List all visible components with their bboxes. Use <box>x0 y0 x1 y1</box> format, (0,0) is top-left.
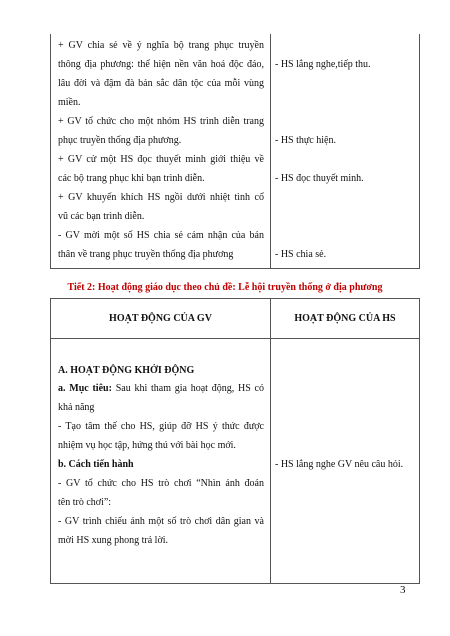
gv-line-3: lâu đời và đậm đà bản sắc dân tộc của mỗi vùng <box>58 78 264 89</box>
procedure-label: b. Cách tiến hành <box>58 459 134 470</box>
hs-line-listen: - HS lắng nghe GV nêu câu hỏi. <box>275 459 404 470</box>
gv-line-5: + GV tổ chức cho một nhóm HS trình diễn trang <box>58 116 264 127</box>
header-student-activity: HOẠT ĐỘNG CỦA HS <box>294 313 396 324</box>
teacher-activity-column <box>51 339 271 583</box>
warmup-heading: A. HOẠT ĐỘNG KHỞI ĐỘNG <box>58 365 195 376</box>
gv-line-7: + GV cử một HS đọc thuyết minh giới thiệu về <box>58 154 264 165</box>
gv-line-4: miền. <box>58 97 81 108</box>
page-number: 3 <box>400 584 406 596</box>
objective-line <box>58 383 264 395</box>
objective-label: a. Mục tiêu: <box>58 383 112 394</box>
gv-line-2: thông địa phương: thể hiện nền văn hoá độc đáo, <box>58 59 264 70</box>
activity-table-header <box>50 298 420 339</box>
teacher-activity-column <box>51 34 271 268</box>
gv-line-8: các bộ trang phục khi bạn trình diễn. <box>58 173 205 184</box>
gv-line-11: - GV mời một số HS chia sẻ cảm nhận của bản <box>58 230 264 241</box>
objective-text: Sau khi tham gia hoạt động, HS có <box>111 383 264 394</box>
gv-line-12: thân về trang phục truyền thống địa phương <box>58 249 234 260</box>
gv-line-kha-nang: khả năng <box>58 402 95 413</box>
gv-line-trinh-1: - GV trình chiếu ảnh một số trò chơi dân gian và <box>58 516 264 527</box>
hs-line-4: - HS chia sẻ. <box>275 249 327 260</box>
gv-line-to-chuc-2: tên trò chơi”: <box>58 497 112 508</box>
student-activity-column <box>271 34 419 268</box>
gv-line-9: + GV khuyến khích HS ngồi dưới nhiệt tình cổ <box>58 192 264 203</box>
hs-line-1: - HS lắng nghe,tiếp thu. <box>275 59 371 70</box>
gv-line-tao-2: nhiệm vụ học tập, hứng thú với bài học mới. <box>58 440 236 451</box>
activity-table-continued <box>50 34 420 269</box>
hs-line-3: - HS đọc thuyết minh. <box>275 173 364 184</box>
gv-line-to-chuc-1: - GV tổ chức cho HS trò chơi “Nhìn ảnh đoán <box>58 478 264 489</box>
gv-line-6: phục truyền thống địa phương. <box>58 135 182 146</box>
header-teacher-activity: HOẠT ĐỘNG CỦA GV <box>51 299 271 338</box>
activity-table-body <box>50 338 420 584</box>
hs-line-2: - HS thực hiện. <box>275 135 336 146</box>
student-activity-column <box>271 339 419 583</box>
gv-line-tao-1: - Tạo tâm thế cho HS, giúp đỡ HS ý thức được <box>58 421 264 432</box>
gv-line-10: vũ các bạn trình diễn. <box>58 211 145 222</box>
gv-line-1: + GV chia sẻ về ý nghĩa bộ trang phục truyền <box>58 40 264 51</box>
section-title: Tiết 2: Hoạt động giáo dục theo chủ đề: Lễ hội truyền thống ở địa phương <box>67 282 383 293</box>
gv-line-trinh-2: mời HS xung phong trả lời. <box>58 535 169 546</box>
